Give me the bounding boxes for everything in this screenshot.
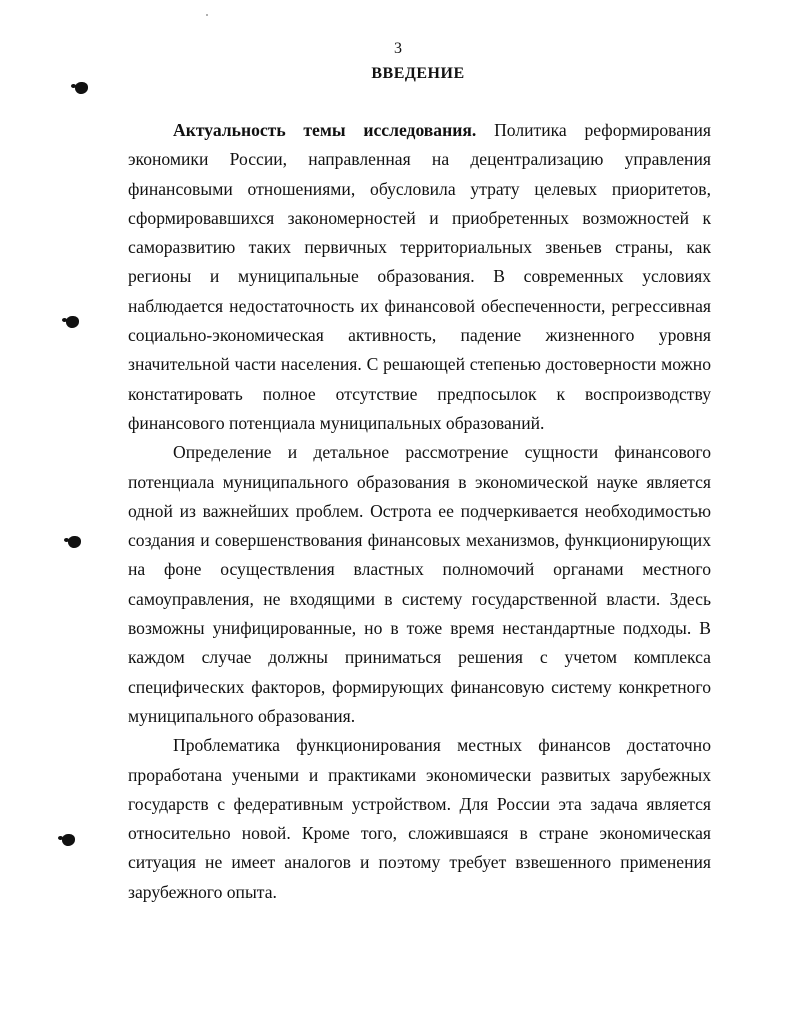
punch-hole-mark (62, 834, 75, 846)
paragraph-definition: Определение и детальное рассмотрение сущности финансового потенциала муниципального образования в экономической науке является одной из важнейших проблем. Острота ее подчеркивается необходимостью создания и совершенствования финансовых механизмов, функционирующих на фоне осуществления властных полномочий органами местного самоуправления, не входящими в систему государственной власти. Здесь возможны унифицированные, но в тоже время нестандартные подходы. В каждом случае должны приниматься решения с учетом комплекса специфических факторов, формирующих финансовую систему конкретного муниципального образования. (128, 442, 711, 726)
paragraph-lead: Актуальность темы исследования. (173, 120, 477, 140)
paragraph-problematics: Проблематика функционирования местных финансов достаточно проработана учеными и практиками экономически развитых зарубежных государств с федеративным устройством. Для России эта задача является относительно новой. Кроме того, сложившаяся в стране экономическая ситуация не имеет аналогов и поэтому требует взвешенного применения зарубежного опыта. (128, 735, 711, 902)
punch-hole-mark (68, 536, 81, 548)
paragraph-text: Политика реформирования экономики России, направленная на децентрализацию управления финансовыми отношениями, обусловила утрату целевых приоритетов, сформировавшихся закономерностей и приобретенных возможностей к саморазвитию таких первичных территориальных звеньев страны, как регионы и муниципальные образования. В современных условиях наблюдается недостаточность их финансовой обеспеченности, регрессивная социально-экономическая активность, падение жизненного уровня значительной части населения. С решающей степенью достоверности можно констатировать полное отсутствие предпосылок к воспроизводству финансового потенциала муниципальных образований. (128, 120, 711, 433)
document-body (128, 116, 711, 907)
punch-hole-mark (66, 316, 79, 328)
punch-hole-mark (75, 82, 88, 94)
page-number: 3 (394, 40, 402, 57)
section-heading: ВВЕДЕНИЕ (371, 65, 465, 82)
paragraph-relevance (128, 116, 711, 438)
scan-speck (206, 14, 208, 16)
